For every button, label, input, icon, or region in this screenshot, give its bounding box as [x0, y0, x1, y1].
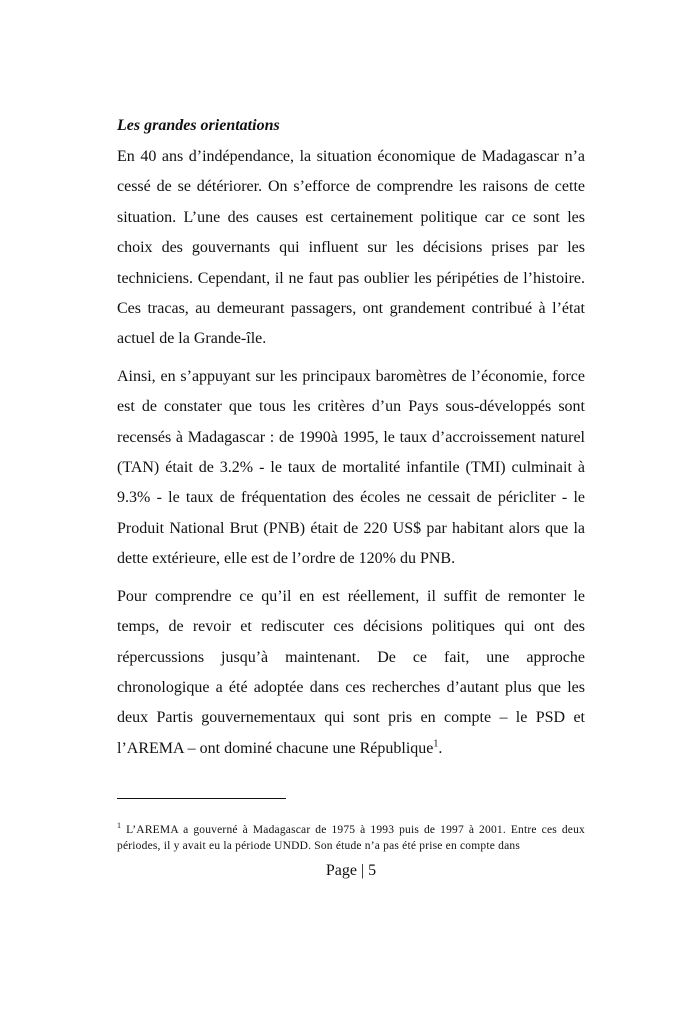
page-number: Page | 5 — [325, 862, 377, 879]
footnote-marker: 1 — [117, 821, 122, 831]
paragraph-2: Ainsi, en s’appuyant sur les principaux baromètres de l’économie, force est de constater que tous les critères d’un Pays sous-développés sont recensés à Madagascar : de 1990à 1995, le taux d’accroissement naturel (TAN) était de 3.2% - le taux de mortalité infantile (TMI) culminait à 9.3% - le taux de fréquentation des écoles ne cessait de péricliter - le Produit National Brut (PNB) était de 220 US$ par habitant alors que la dette extérieure, elle est de l’ordre de 120% du PNB. — [117, 367, 585, 568]
paragraph-3-end: . — [438, 739, 443, 757]
footnote — [117, 822, 585, 854]
document-body — [117, 115, 585, 771]
paragraph-3 — [117, 582, 585, 764]
footnote-text: L’AREMA a gouverné à Madagascar de 1975 à 1993 puis de 1997 à 2001. Entre ces deux périodes, il y avait eu la période UNDD. Son étude n’a pas été prise en compte dans — [117, 824, 585, 852]
footnote-separator — [117, 798, 286, 799]
paragraph-3-text: Pour comprendre ce qu’il en est réellement, il suffit de remonter le temps, de revoir et rediscuter ces décisions politiques qui ont des répercussions jusqu’à maintenant. De ce fait, une approche chronologique a été adoptée dans ces recherches d’autant plus que les deux Partis gouvernementaux qui sont pris en compte – le PSD et l’AREMA – ont dominé chacune une République — [117, 587, 585, 757]
section-heading: Les grandes orientations — [117, 117, 280, 134]
paragraph-1: En 40 ans d’indépendance, la situation économique de Madagascar n’a cessé de se détériorer. On s’efforce de comprendre les raisons de cette situation. L’une des causes est certainement politique car ce sont les choix des gouvernants qui influent sur les décisions prises par les techniciens. Cependant, il ne faut pas oublier les péripéties de l’histoire. Ces tracas, au demeurant passagers, ont grandement contribué à l’état actuel de la Grande-île. — [117, 148, 585, 348]
footnote-reference[interactable]: 1 — [433, 738, 439, 750]
